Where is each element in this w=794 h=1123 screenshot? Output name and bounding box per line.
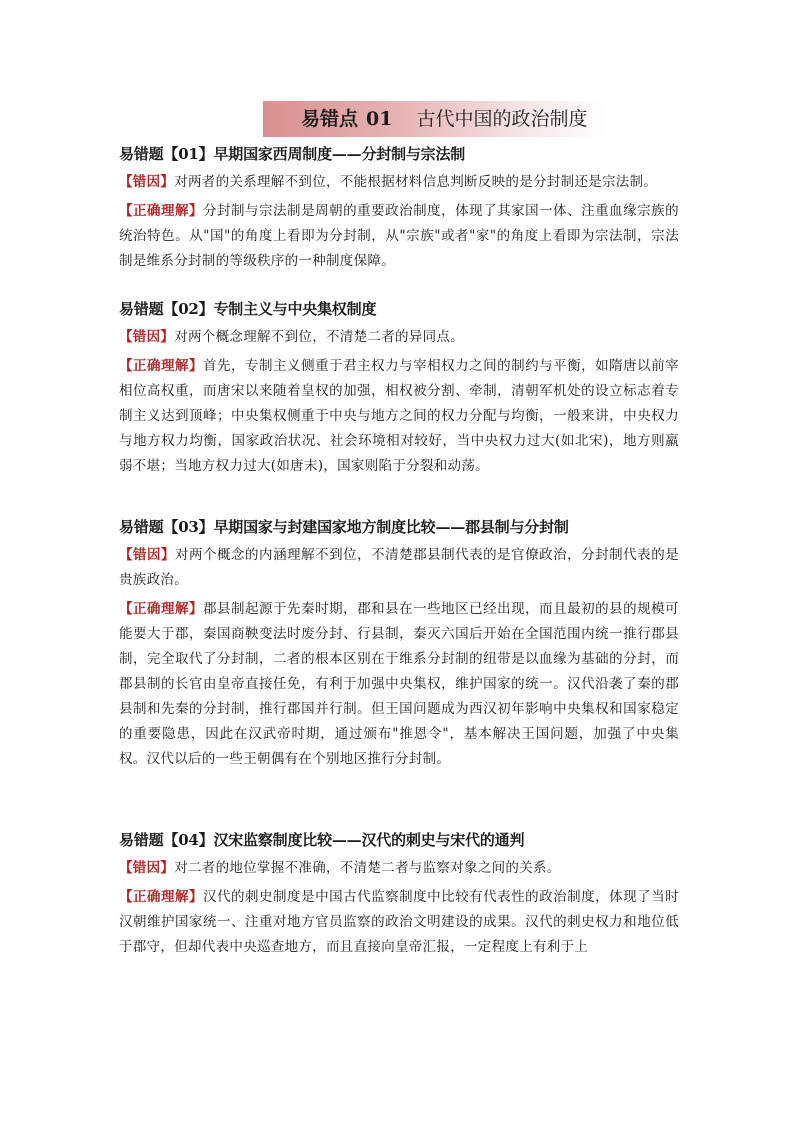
- cause-paragraph: [119, 325, 679, 350]
- cause-text: 对两者的关系理解不到位，不能根据材料信息判断反映的是分封制还是宗法制。: [174, 174, 658, 190]
- understanding-text: 首先，专制主义侧重于君主权力与宰相权力之间的制约与平衡，如隋唐以前宰相位高权重，而唐宋以来随着皇权的加强，相权被分割、牵制，清朝军机处的设立标志着专制主义达到顶峰；中央集权侧重于中央与地方之间的权力分配与均衡，一般来讲，中央权力与地方权力均衡，国家政治状况、社会环境相对较好，当中央权力过大(如北宋)，地方则羸弱不堪；当地方权力过大(如唐末)，国家则陷于分裂和动荡。: [119, 358, 679, 474]
- understanding-tag: 【正确理解】: [119, 203, 204, 219]
- page-title: [301, 105, 587, 133]
- cause-text: 对二者的地位掌握不准确，不清楚二者与监察对象之间的关系。: [174, 860, 561, 876]
- understanding-text: 郡县制起源于先秦时期，郡和县在一些地区已经出现，而且最初的县的规模可能要大于郡，秦国商鞅变法时废分封、行县制，秦灭六国后开始在全国范围内统一推行郡县制，完全取代了分封制，二者的根本区别在于维系分封制的纽带是以血缘为基础的分封，而郡县制的长官由皇帝直接任免，有利于加强中央集权，维护国家的统一。汉代沿袭了秦的郡县制和先秦的分封制，推行郡国并行制。但王国问题成为西汉初年影响中央集权和国家稳定的重要隐患，因此在汉武帝时期，通过颁布"推恩令"，基本解决王国问题，加强了中央集权。汉代以后的一些王朝偶有在个别地区推行分封制。: [119, 601, 679, 767]
- understanding-tag: 【正确理解】: [119, 601, 204, 617]
- understanding-tag: 【正确理解】: [119, 889, 204, 905]
- error-item-01: [119, 144, 679, 274]
- title-label: 易错点: [301, 108, 359, 130]
- title-subtitle: 古代中国的政治制度: [416, 108, 588, 130]
- understanding-paragraph: [119, 199, 679, 274]
- understanding-text: 分封制与宗法制是周朝的重要政治制度，体现了其家国一体、注重血缘宗族的统治特色。从"国"的角度上看即为分封制，从"宗族"或者"家"的角度上看即为宗法制，宗法制是维系分封制的等级秩序的一种制度保障。: [119, 203, 679, 269]
- item-heading: 易错题【02】专制主义与中央集权制度: [119, 300, 377, 318]
- title-banner: [263, 101, 606, 137]
- cause-text: 对两个概念理解不到位，不清楚二者的异同点。: [174, 329, 465, 345]
- error-item-02: [119, 299, 679, 479]
- understanding-paragraph: [119, 354, 679, 479]
- cause-paragraph: [119, 170, 679, 195]
- understanding-paragraph: [119, 885, 679, 960]
- cause-tag: 【错因】: [119, 860, 175, 876]
- title-number: 01: [366, 108, 393, 130]
- cause-tag: 【错因】: [119, 547, 176, 563]
- item-heading: 易错题【04】汉宋监察制度比较——汉代的刺史与宋代的通判: [119, 831, 525, 849]
- item-heading: 易错题【03】早期国家与封建国家地方制度比较——郡县制与分封制: [119, 518, 569, 536]
- understanding-tag: 【正确理解】: [119, 358, 204, 374]
- cause-text: 对两个概念的内涵理解不到位，不清楚郡县制代表的是官僚政治，分封制代表的是贵族政治。: [119, 547, 679, 588]
- cause-paragraph: [119, 856, 679, 881]
- cause-tag: 【错因】: [119, 174, 175, 190]
- error-item-04: [119, 830, 679, 960]
- understanding-text: 汉代的刺史制度是中国古代监察制度中比较有代表性的政治制度，体现了当时汉朝维护国家统一、注重对地方官员监察的政治文明建设的成果。汉代的刺史权力和地位低于郡守，但却代表中央巡查地方，而且直接向皇帝汇报，一定程度上有利于上: [119, 889, 679, 955]
- item-heading: 易错题【01】早期国家西周制度——分封制与宗法制: [119, 145, 466, 163]
- cause-paragraph: [119, 543, 679, 593]
- cause-tag: 【错因】: [119, 329, 175, 345]
- error-item-03: [119, 517, 679, 772]
- understanding-paragraph: [119, 597, 679, 772]
